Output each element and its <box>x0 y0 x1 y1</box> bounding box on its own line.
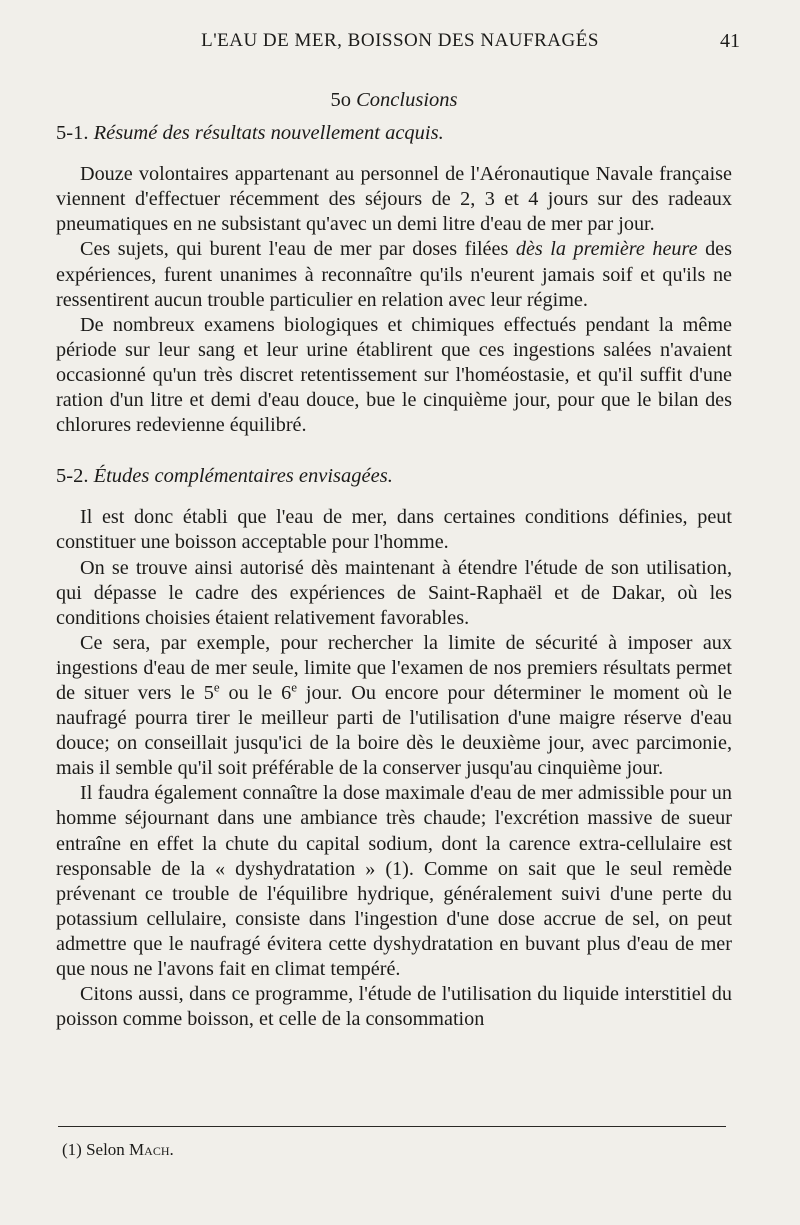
page-body <box>56 88 732 1032</box>
paragraph <box>56 631 732 782</box>
subsection-number: 5-2. <box>56 465 89 488</box>
paragraph: De nombreux examens biologiques et chimiques effectués pendant la même période sur leur sang et leur urine établirent que ces ingestions salées n'avaient occasionné qu'un très discret retentissement sur l'homéostasie, et qu'il suffit d'une ration d'un litre et demi d'eau douce, bue le cinquième jour, pour que le bilan des chlorures redevienne équilibré. <box>56 313 732 437</box>
paragraph: Il est donc établi que l'eau de mer, dans certaines conditions définies, peut constituer une boisson acceptable pour l'homme. <box>56 506 732 554</box>
section-title: Conclusions <box>356 89 458 111</box>
paragraph-text: Ce sera, par exemple, pour rechercher la limite de sécurité à imposer aux ingestions d'eau de mer seule, limite que l'examen de nos premiers résultats permet de situer vers le 5 <box>56 631 732 704</box>
footnote-marker: (1) Selon <box>62 1140 125 1159</box>
superscript: e <box>213 679 220 695</box>
paragraph-text: des expériences, furent unanimes à reconnaître qu'ils n'eurent jamais soif et qu'ils ne ressentirent aucun trouble particulier en relation avec leur régime. <box>56 238 732 311</box>
subsection-heading-2 <box>56 464 732 489</box>
paragraph: On se trouve ainsi autorisé dès maintenant à étendre l'étude de son utilisation, qui dépasse le cadre des expériences de Saint-Raphaël et de Dakar, où les conditions choisies étaient relativement favorables. <box>56 556 732 629</box>
subsection-heading-1 <box>56 121 732 146</box>
paragraph-text: Ces sujets, qui burent l'eau de mer par doses filées <box>80 238 516 261</box>
paragraph: Citons aussi, dans ce programme, l'étude de l'utilisation du liquide interstitiel du poisson comme boisson, et celle de la consommation <box>56 983 732 1031</box>
page-header <box>60 28 740 58</box>
running-head: L'EAU DE MER, BOISSON DES NAUFRAGÉS <box>201 30 599 51</box>
superscript: e <box>291 679 297 695</box>
emphasis-text: dès la première heure <box>515 238 698 261</box>
footnote-divider <box>58 1126 726 1127</box>
page-number: 41 <box>720 30 740 52</box>
subsection-number: 5-1. <box>56 122 89 145</box>
footnote-author: Mach. <box>129 1140 174 1159</box>
section-heading <box>56 88 732 113</box>
subsection-title: Résumé des résultats nouvellement acquis. <box>93 122 444 145</box>
section-number: 5o <box>330 89 351 111</box>
paragraph: Douze volontaires appartenant au personnel de l'Aéronautique Navale française viennent d'effectuer récemment des séjours de 2, 3 et 4 jours sur des radeaux pneumatiques en ne subsistant qu'avec un demi litre d'eau de mer par jour. <box>56 163 732 236</box>
subsection-title: Études complémentaires envisagées. <box>93 465 393 488</box>
footnote <box>62 1140 174 1160</box>
paragraph <box>56 237 732 312</box>
paragraph: Il faudra également connaître la dose maximale d'eau de mer admissible pour un homme séjournant dans une ambiance très chaude; l'excrétion massive de sueur entraîne en effet la chute du capital sodium, dont la carence extra-cellulaire est responsable de la « dyshydratation » (1). Comme on sait que le seul remède prévenant ce trouble de l'équilibre hydrique, généralement suivi d'une perte du potassium cellulaire, consiste dans l'ingestion d'une dose accrue de sel, on peut admettre que le naufragé évitera cette dyshydratation en buvant plus d'eau de mer que nous ne l'avons fait en climat tempéré. <box>56 782 732 980</box>
paragraph-text: jour. Ou encore pour déterminer le moment où le naufragé pourra tirer le meilleur parti de l'utilisation d'une maigre réserve d'eau douce; on conseillait jusqu'ici de la boire dès le deuxième jour, avec parcimonie, mais il semble qu'il soit préférable de la conserver jusqu'au cinquième jour. <box>56 681 732 780</box>
paragraph-text: ou le 6 <box>219 681 292 704</box>
